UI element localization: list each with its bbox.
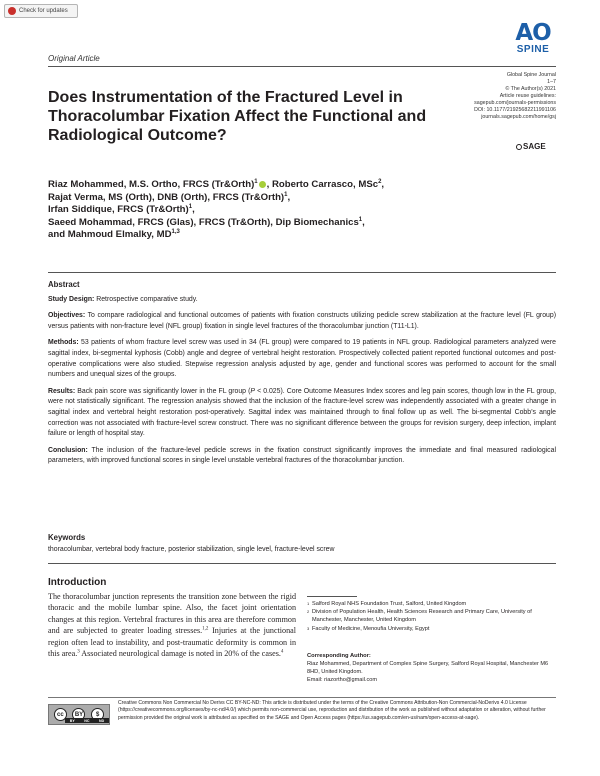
affiliation-item: 2 Division of Population Health, Health Sciences Research and Primary Care, University of Manchester, Manchester, United Kingdom [307, 609, 532, 624]
orcid-icon[interactable] [259, 181, 266, 188]
journal-logo [506, 22, 560, 55]
corresponding-email[interactable]: Email: riazortho@gmail.com [307, 677, 378, 683]
section-label: Objectives: [48, 312, 86, 320]
meta-line[interactable]: sagepub.com/journals-permissions [474, 100, 556, 106]
meta-line: Article reuse guidelines: [499, 93, 556, 99]
affiliation-item: 3 Faculty of Medicine, Menoufia University, Egypt [307, 625, 430, 632]
author-affiliation: 2 [378, 178, 382, 185]
check-for-updates-label: Check for updates [19, 8, 68, 14]
author-affiliation: 1 [284, 191, 288, 198]
sage-ring-icon [516, 144, 522, 150]
corresponding-author [307, 652, 557, 684]
publisher-logo [516, 142, 546, 151]
author-name: Irfan Siddique, FRCS (Tr&Orth) [48, 204, 189, 215]
abstract-section: Methods: 53 patients of whom fracture level screw was used in 34 (FL group) were compared to 19 patients in NFL group. Radiological parameters analyzed were sagittal index, bi-segmental kyphosis (Cobb) angle and degree of vertebral height restoration. Prospectively collected patient reported functional outcomes and post-operative complications were also studied. Stepwise regression analysis adjusted by age, gender and functional scores was performed to account for the small numbers and unequal sizes of the groups. [48, 339, 556, 379]
header-divider [48, 66, 556, 67]
article-title: Does Instrumentation of the Fractured Level in Thoracolumbar Fixation Affect the Functional and Radiological Outcome? [48, 89, 427, 144]
article-type: Original Article [48, 54, 100, 63]
keywords-divider [48, 563, 556, 564]
affiliation-divider [307, 596, 357, 597]
citation[interactable]: 4 [280, 649, 284, 655]
meta-line: 1–7 [547, 79, 556, 85]
license-text: Creative Commons Non Commercial No Derivs CC BY-NC-ND: This article is distributed under the terms of the Creative Commons Attribution-Non Commercial-NoDerivs 4.0 License (https://creativecommons.org/licenses/by-nc-nd/4.0/) which permits non-commercial use, reproduction and distribution of the work as published without adaptation or alteration, without further permission provided the original work is attributed as specified on the SAGE and Open Access pages (https://us.sagepub.com/en-us/nam/open-access-at-sage). [118, 700, 546, 721]
author-name: Roberto Carrasco, MSc [271, 179, 379, 190]
author-affiliation: 1,3 [171, 228, 180, 235]
update-icon [8, 7, 16, 15]
abstract-section: Results: Back pain score was significantly lower in the FL group (P < 0.025). Core Outcome Measures Index scores and leg pain scores, though low in the FL group, were not statistically significant. The regression analysis showed that the inclusion of the fracture-level screw was independently associated with a greater change in sagittal index and vertebral height restoration post-operatively. Sagittal index was maintained through to final follow up as well. The bi-segmental Cobb’s angle correction was not associated with fracture-level screw construct. There was no significant difference between the groups for revision surgery, deep infection, implant failure or length of hospital stay. [48, 387, 556, 438]
section-label: Results: [48, 387, 76, 395]
footer-divider [48, 697, 556, 698]
author-name: Riaz Mohammed, M.S. Ortho, FRCS (Tr&Orth) [48, 179, 255, 190]
affiliations [307, 600, 557, 633]
author-line: Irfan Siddique, FRCS (Tr&Orth)$^1$, [48, 203, 195, 215]
journal-meta [450, 72, 556, 121]
author-affiliation: 1 [254, 178, 258, 185]
abstract [48, 280, 556, 473]
cc-icon: cc [54, 708, 67, 721]
author-name: Saeed Mohammad, FRCS (Glas), FRCS (Tr&Orth), Dip Biomechanics [48, 216, 359, 228]
keywords [48, 533, 556, 555]
logo-ao-text: AO [515, 20, 551, 46]
author-list [48, 179, 518, 242]
check-for-updates-badge[interactable] [4, 4, 78, 18]
author-line: Rajat Verma, MS (Orth), DNB (Orth), FRCS (Tr&Orth)$^1$, [48, 191, 291, 203]
abstract-divider [48, 272, 556, 273]
author-affiliation: 1 [358, 216, 363, 223]
abstract-section: Study Design: Retrospective comparative study. [48, 295, 198, 303]
keywords-heading: Keywords [48, 533, 86, 542]
abstract-section: Conclusion: The inclusion of the fracture-level pedicle screws in the fixation construct significantly improves the immediate and final measured radiological parameters, with improved functional scores in single level unstable vertebral fractures of the thoracolumbar junction. [48, 446, 556, 465]
nc-icon: $ [91, 708, 104, 721]
author-name: Rajat Verma, MS (Orth), DNB (Orth), FRCS (Tr&Orth) [48, 191, 285, 203]
author-line: Saeed Mohammad, FRCS (Glas), FRCS (Tr&Orth), Dip Biomechanics$^1$, [48, 216, 365, 228]
meta-line[interactable]: journals.sagepub.com/home/gsj [481, 114, 556, 120]
author-line: Riaz Mohammed, M.S. Ortho, FRCS (Tr&Orth)$^1$ , Roberto Carrasco, MSc$^2$, [48, 178, 385, 190]
abstract-section: Objectives: To compare radiological and functional outcomes of patients with fixation constructs utilizing pedicle screw stabilization at the fracture level (FL group) versus patients with non-fracture level (NFL group) fixation in single level fractures of the thoracolumbar junction (T11-L1). [48, 312, 556, 330]
citation[interactable]: 1,2 [202, 626, 209, 632]
author-affiliation: 1 [188, 203, 193, 210]
section-label: Methods: [48, 339, 79, 347]
meta-line: © The Author(s) 2021 [505, 86, 556, 92]
section-label: Conclusion: [48, 446, 88, 454]
keywords-text: thoracolumbar, vertebral body fracture, posterior stabilization, single level, fracture-level screw [48, 546, 335, 553]
section-label: Study Design: [48, 295, 95, 303]
introduction-heading: Introduction [48, 577, 107, 588]
affiliation-item: 1 Salford Royal NHS Foundation Trust, Salford, United Kingdom [307, 601, 467, 607]
author-line [48, 229, 518, 242]
introduction-text: The thoracolumbar junction represents the transition zone between the rigid thoracic and the mobile lumbar spine. Also, the facet joint orientation changes at this region. Vertebral fractures in this area are therefore common and are subjected to greater loading stresses.$^{1,2}$ Injuries at the junctional region often lead to instability, and post-traumatic deformity is common in this area.$^3$ Associated neurological damage is noted in 20% of the cases.$^4$ [48, 592, 296, 659]
by-icon: BY [72, 708, 85, 721]
logo-spine-text: SPINE [516, 44, 550, 55]
meta-line: DOI: 10.1177/21925682211991106 [474, 107, 556, 113]
meta-line: Global Spine Journal [506, 72, 556, 78]
corresponding-heading: Corresponding Author: [307, 653, 371, 659]
abstract-heading: Abstract [48, 280, 80, 289]
license-terms-bar: BY NC ND [65, 718, 109, 723]
author-name: and Mahmoud Elmalky, MD [48, 229, 172, 240]
citation[interactable]: 3 [77, 649, 80, 655]
publisher-name: SAGE [523, 142, 546, 151]
cc-license-badge[interactable] [48, 704, 110, 725]
corresponding-address: Riaz Mohammed, Department of Complex Spine Surgery, Salford Royal Hospital, Manchester M6 8HD, United Kingdom. [307, 661, 549, 675]
